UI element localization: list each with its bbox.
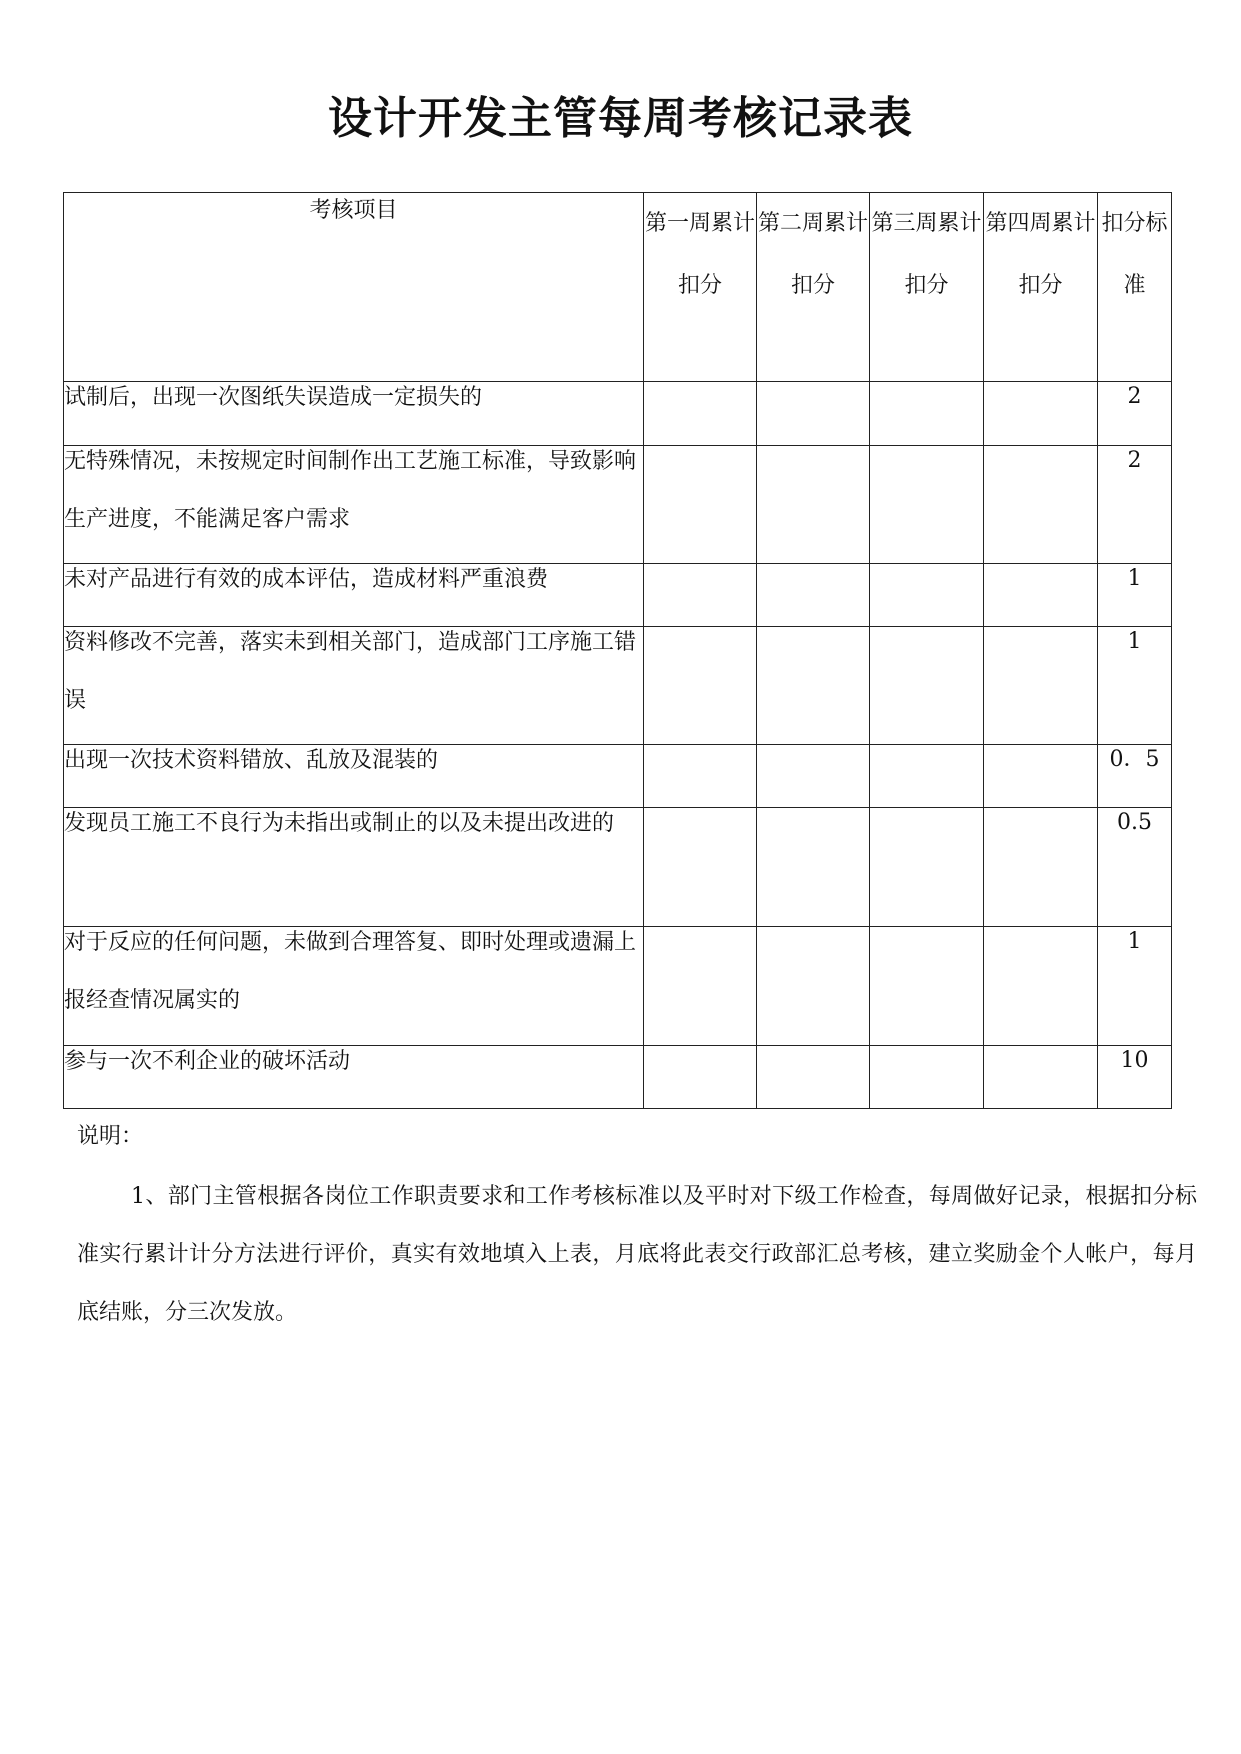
table-row — [64, 1046, 1172, 1109]
week-4-cell[interactable] — [984, 564, 1098, 627]
header-week-1: 第一周累计扣分 — [644, 193, 757, 382]
week-4-cell[interactable] — [984, 446, 1098, 564]
week-3-cell[interactable] — [870, 627, 984, 745]
week-2-cell[interactable] — [757, 745, 870, 808]
week-1-cell[interactable] — [644, 927, 757, 1046]
week-2-cell[interactable] — [757, 564, 870, 627]
row-item — [64, 1046, 644, 1109]
notes-paragraph: 1、部门主管根据各岗位工作职责要求和工作考核标准以及平时对下级工作检查，每周做好记录，根据扣分标准实行累计计分方法进行评价，真实有效地填入上表，月底将此表交行政部汇总考核，建立奖励金个人帐户，每月底结账，分三次发放。 — [77, 1184, 1197, 1325]
week-2-cell[interactable] — [757, 627, 870, 745]
week-1-cell[interactable] — [644, 1046, 757, 1109]
notes-label: 说明： — [77, 1124, 144, 1149]
row-standard: 1 — [1098, 564, 1172, 627]
row-standard: 2 — [1098, 446, 1172, 564]
week-1-cell[interactable] — [644, 745, 757, 808]
week-1-cell[interactable] — [644, 627, 757, 745]
row-item-text: 参与一次不利企业的破坏活动 — [64, 1049, 351, 1074]
table-header-row — [64, 193, 1172, 382]
week-2-cell[interactable] — [757, 808, 870, 927]
row-item-text: 试制后，出现一次图纸失误造成一定损失的 — [64, 385, 483, 410]
week-4-cell[interactable] — [984, 1046, 1098, 1109]
week-2-cell[interactable] — [757, 1046, 870, 1109]
header-week-4: 第四周累计扣分 — [984, 193, 1098, 382]
row-standard: 0.5 — [1098, 808, 1172, 927]
row-item-text: 发现员工施工不良行为未指出或制止的以及未提出改进的 — [64, 811, 615, 836]
row-item-text: 出现一次技术资料错放、乱放及混装的 — [64, 748, 439, 773]
page-title: 设计开发主管每周考核记录表 — [328, 93, 913, 144]
row-item-text: 未对产品进行有效的成本评估，造成材料严重浪费 — [64, 567, 549, 592]
row-item — [64, 627, 644, 745]
week-1-cell[interactable] — [644, 382, 757, 446]
row-standard: 10 — [1098, 1046, 1172, 1109]
table-row — [64, 808, 1172, 927]
week-1-cell[interactable] — [644, 808, 757, 927]
table-row — [64, 446, 1172, 564]
week-3-cell[interactable] — [870, 382, 984, 446]
week-2-cell[interactable] — [757, 382, 870, 446]
week-2-cell[interactable] — [757, 446, 870, 564]
row-standard: 2 — [1098, 382, 1172, 446]
table-row — [64, 927, 1172, 1046]
header-week-3: 第三周累计扣分 — [870, 193, 984, 382]
week-3-cell[interactable] — [870, 745, 984, 808]
row-item-text: 无特殊情况，未按规定时间制作出工艺施工标准，导致影响生产进度，不能满足客户需求 — [64, 449, 637, 532]
week-3-cell[interactable] — [870, 927, 984, 1046]
row-standard: 1 — [1098, 927, 1172, 1046]
row-standard: 1 — [1098, 627, 1172, 745]
notes-section — [77, 1120, 1197, 1342]
header-item: 考核项目 — [64, 193, 644, 382]
header-week-2: 第二周累计扣分 — [757, 193, 870, 382]
week-3-cell[interactable] — [870, 1046, 984, 1109]
week-1-cell[interactable] — [644, 564, 757, 627]
week-4-cell[interactable] — [984, 745, 1098, 808]
assessment-table — [63, 192, 1172, 1109]
row-item — [64, 808, 644, 927]
row-standard: 0．5 — [1098, 745, 1172, 808]
week-3-cell[interactable] — [870, 808, 984, 927]
row-item — [64, 927, 644, 1046]
row-item-text: 对于反应的任何问题，未做到合理答复、即时处理或遗漏上报经查情况属实的 — [64, 930, 637, 1013]
week-4-cell[interactable] — [984, 808, 1098, 927]
week-4-cell[interactable] — [984, 927, 1098, 1046]
row-item — [64, 446, 644, 564]
table-row — [64, 627, 1172, 745]
week-3-cell[interactable] — [870, 564, 984, 627]
row-item-text: 资料修改不完善，落实未到相关部门，造成部门工序施工错误 — [64, 630, 637, 713]
week-4-cell[interactable] — [984, 382, 1098, 446]
week-1-cell[interactable] — [644, 446, 757, 564]
week-3-cell[interactable] — [870, 446, 984, 564]
week-2-cell[interactable] — [757, 927, 870, 1046]
header-standard: 扣分标准 — [1098, 193, 1172, 382]
week-4-cell[interactable] — [984, 627, 1098, 745]
